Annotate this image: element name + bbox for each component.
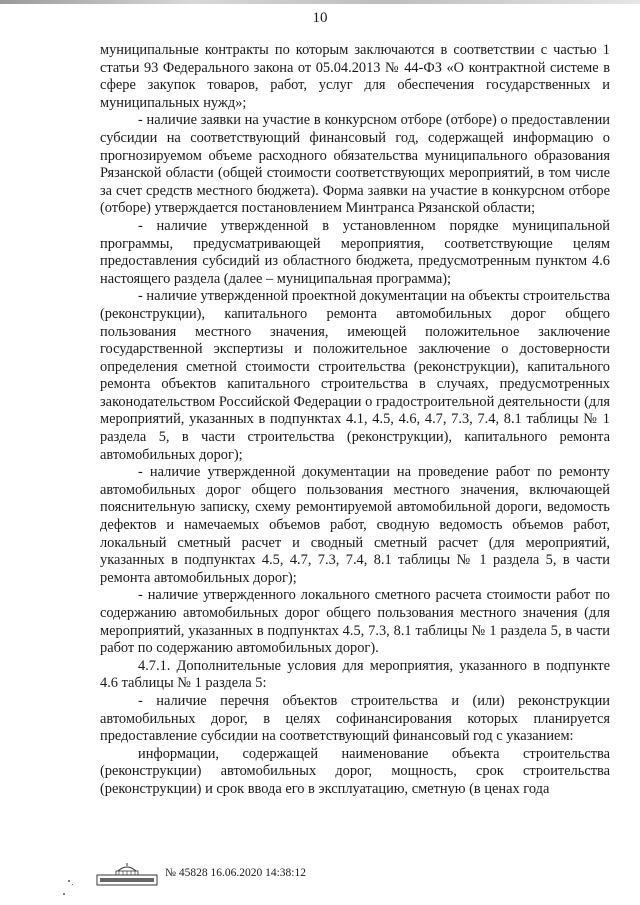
document-body — [100, 42, 610, 799]
scan-speck — [72, 884, 73, 885]
scan-speck — [63, 893, 65, 895]
paragraph: - наличие утвержденного локального сметного расчета стоимости работ по содержанию автомобильных дорог общего пользования местного значения (для мероприятий, указанных в подпунктах 4.5, 7.3, 8.1 таблицы № 1 раздела 5, в части работ по содержанию автомобильных дорог). — [100, 587, 610, 657]
paragraph: - наличие утвержденной документации на проведение работ по ремонту автомобильных дорог общего пользования местного значения, включающей пояснительную записку, схему ремонтируемой автомобильной дороги, ведомость дефектов и намечаемых объемов работ, сводную ведомость объемов работ, локальный сметный расчет и сводный сметный расчет (для мероприятий, указанных в подпунктах 4.5, 4.7, 7.3, 7.4, 8.1 таблицы № 1 раздела 5, в части ремонта автомобильных дорог); — [100, 464, 610, 586]
paragraph: - наличие заявки на участие в конкурсном отборе (отборе) о предоставлении субсидии на соответствующий финансовый год, содержащей информацию о прогнозируемом объеме расходного обязательства муниципального образования Рязанской области (общей стоимости соответствующих мероприятий, в том числе за счет средств местного бюджета). Форма заявки на участие в конкурсном отборе (отборе) утверждается постановлением Минтранса Рязанской области; — [100, 112, 610, 217]
scan-speck — [68, 880, 70, 882]
document-registration-number: № 45828 16.06.2020 14:38:12 — [165, 867, 306, 879]
scan-edge — [0, 0, 640, 4]
paragraph: - наличие перечня объектов строительства и (или) реконструкции автомобильных дорог, в целях софинансирования которых планируется предоставление субсидии на соответствующий финансовый год с указанием: — [100, 692, 610, 745]
paragraph: информации, содержащей наименование объекта строительства (реконструкции) автомобильных дорог, мощность, срок строительства (реконструкции) и срок ввода его в эксплуатацию, сметную (в ценах года — [100, 745, 610, 797]
electronic-document-stamp-icon — [96, 862, 158, 886]
paragraph: - наличие утвержденной в установленном порядке муниципальной программы, предусматривающей мероприятия, соответствующие целям предоставления субсидий из областного бюджета, предусмотренным пунктом 4.6 настоящего раздела (далее – муниципальная программа); — [100, 217, 610, 287]
page-number: 10 — [312, 10, 328, 26]
paragraph: муниципальные контракты по которым заключаются в соответствии с частью 1 статьи 93 Федерального закона от 05.04.2013 № 44-ФЗ «О контрактной системе в сфере закупок товаров, работ, услуг для обеспечения государственных и муниципальных нужд»; — [100, 42, 610, 111]
paragraph: - наличие утвержденной проектной документации на объекты строительства (реконструкции), капитального ремонта автомобильных дорог общего пользования местного значения, имеющей положительное заключение государственной экспертизы и положительное заключение о достоверности определения сметной стоимости строительства (реконструкции), капитального ремонта объектов капитального строительства в случаях, предусмотренных законодательством Российской Федерации о градостроительной деятельности (для мероприятий, указанных в подпунктах 4.1, 4.5, 4.6, 4.7, 7.3, 7.4, 8.1 таблицы № 1 раздела 5, в части строительства (реконструкции), капитального ремонта автомобильных дорог); — [100, 288, 610, 463]
paragraph: 4.7.1. Дополнительные условия для мероприятия, указанного в подпункте 4.6 таблицы № 1 раздела 5: — [100, 657, 610, 692]
